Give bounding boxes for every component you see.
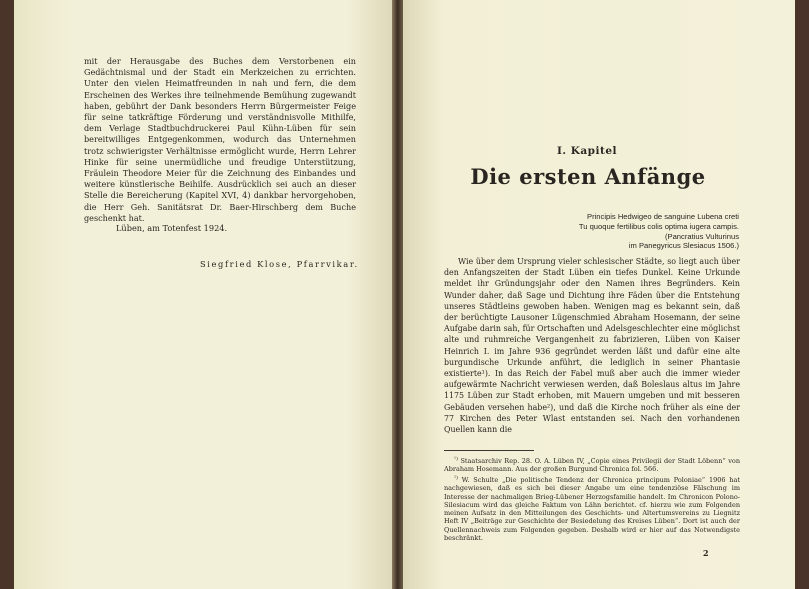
motto — [503, 212, 739, 251]
footnote-text: W. Schulte „Die politische Tendenz der Chronica principum Poloniae“ 1906 hat nachgewiesen, daß es sich bei dieser Angabe um eine tendenziöse Fälschung im Interesse der nachmaligen Brieg-Lübener Herzogsfamilie handelt. Im Chronicon Polono-Silesiacum wird das gleiche Faktum von Lähn berichtet. cf. hierzu wie zum Folgenden meinen Aufsatz in den Mitteilungen des Geschichts- und Altertumsvereins zu Liegnitz Heft IV „Beiträge zur Geschichte der Besiedelung des Kreises Lüben“. Dort ist auch der Quellennachweis zum Folgenden gegeben. Deshalb wird er hier auf das Notwendigste beschränkt. — [444, 475, 740, 542]
footnotes — [444, 455, 740, 542]
book-cover-edge-left — [0, 0, 14, 589]
book-cover-edge-right — [795, 0, 809, 589]
preface-paragraph: mit der Herausgabe des Buches dem Verstorbenen ein Gedächtnismal und der Stadt ein Merkzeichen zu errichten. Unter den vielen Heimatfreunden in nah und fern, die dem Erscheinen des Werkes ihre teilnehmende Bemühung zugewandt haben, gebührt der Dank besonders Herrn Bürgermeister Feige für seine tatkräftige Förderung und verständnisvolle Mithilfe, dem Verlage Stadtbuchdruckerei Paul Kühn-Lüben für sein bereitwilliges Entgegenkommen, wodurch das Unternehmen trotz schwierigster Verhältnisse ermöglicht wurde, Herrn Lehrer Hinke für seine unermüdliche und freudige Unterstützung, Fräulein Theodore Meier für die Zeichnung des Einbandes und weitere künstlerische Beihilfe. Ausdrücklich sei auch an dieser Stelle die Bereicherung (Kapitel XVI, 4) dankbar hervorgehoben, die Herr Geh. Sanitätsrat Dr. Baer-Hirschberg dem Buche geschenkt hat. — [84, 56, 356, 223]
right-page — [403, 0, 795, 589]
footnote-separator — [444, 450, 534, 451]
footnote-mark: ¹) — [454, 456, 458, 462]
place-date: Lüben, am Totenfest 1924. — [116, 223, 228, 233]
page-number: 2 — [703, 548, 709, 558]
signature: Siegfried Klose, Pfarrvikar. — [200, 259, 359, 269]
footnote — [444, 455, 740, 474]
chapter-paragraph: Wie über dem Ursprung vieler schlesischer Städte, so liegt auch über den Anfangszeiten der Stadt Lüben ein tiefes Dunkel. Keine Urkunde meldet ihr Gründungsjahr oder den Namen ihres Begründers. Kein Wunder daher, daß Sage und Dichtung ihre Fäden über die Entstehung unseres Städtleins gewoben haben. Wenigen mag es bekannt sein, daß der berüchtigte Lausoner Lügenschmied Abraham Hosemann, der seine Aufgabe darin sah, für Ortschaften und Adelsgeschlechter eine möglichst alte und ruhmreiche Vergangenheit zu fabrizieren, Lüben von Kaiser Heinrich I. im Jahre 936 gegründet werden läßt und dafür eine alte burgundische Urkunde anführt, die lediglich in seiner Phantasie existierte¹). In das Reich der Fabel muß aber auch die immer wieder aufgewärmte Nachricht verwiesen werden, daß Boleslaus altus im Jahre 1175 Lüben zur Stadt erhoben, mit Mauern umgeben und mit besseren Gebäuden versehen habe²), und daß die Kirche noch früher als eine der 77 Kirchen des Peter Wlast entstanden sei. Nach den vorhandenen Quellen kann die — [444, 257, 740, 435]
chapter-title: Die ersten Anfänge — [470, 164, 706, 189]
chapter-body — [444, 256, 740, 435]
left-page — [14, 0, 392, 589]
book-gutter — [392, 0, 403, 589]
motto-line: Tu quoque fertilibus colis optima iugera campis. — [578, 221, 739, 231]
chapter-heading: I. Kapitel — [556, 145, 617, 157]
motto-line: Principis Hedwigeo de sanguine Lubena creti — [587, 212, 739, 221]
motto-line: im Panegyricus Slesiacus 1506.) — [628, 241, 739, 251]
footnote — [444, 474, 740, 543]
footnote-mark: ²) — [454, 474, 458, 481]
footnote-text: Staatsarchiv Rep. 28. O. A. Lüben IV, „Copie eines Privilegii der Stadt Löbenn“ von Abraham Hosemann. Aus der großen Burgund Chronica fol. 566. — [444, 457, 741, 474]
preface-text — [84, 56, 356, 224]
motto-line: (Pancratius Vulturinus — [664, 231, 739, 241]
